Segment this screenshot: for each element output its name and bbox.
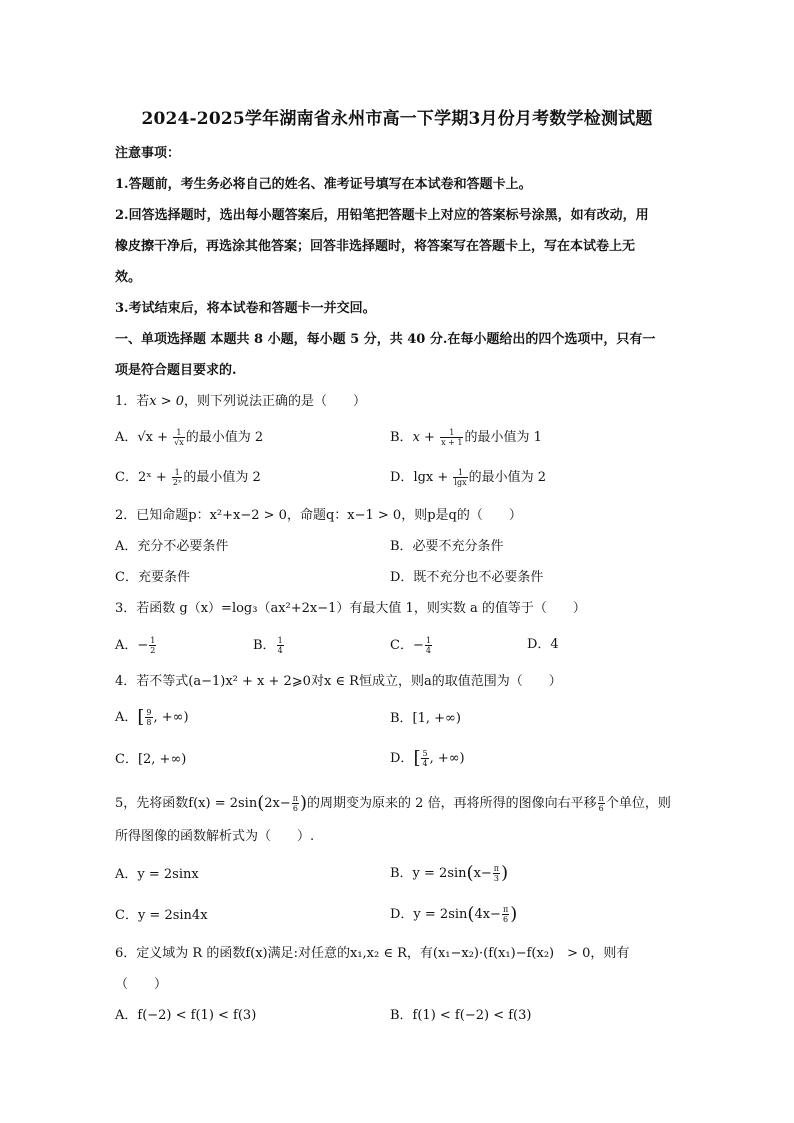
question-1-option-a: A．√x + $\frac{1}{√x}$ 的最小值为 2	[115, 428, 264, 447]
section-1-line-1: 一、单项选择题 本题共 8 小题，每小题 5 分，共 40 分.在每小题给出的四个选项中，只有一	[115, 332, 656, 347]
question-2-option-d: D．既不充分也不必要条件	[390, 570, 544, 585]
question-3-option-b: B． $\frac{1}{4}$	[253, 636, 283, 655]
question-5-option-c: C．y = 2sin4x	[115, 908, 208, 923]
question-5-option-b: B．y = 2sin(x− $\frac{\pi}{3}$ )	[390, 862, 509, 884]
question-1-option-d: D．lgx + $\frac{1}{\lg x}$ 的最小值为 2	[390, 468, 547, 487]
question-6-line-1: 6．定义域为 R 的函数f(x)满足:对任意的x₁,x₂ ∈ R，有(x₁−x₂)·(f(x₁)−f(x₂) > 0，则有	[115, 946, 630, 961]
question-4-option-b: B．[1, +∞)	[390, 711, 461, 726]
question-3-option-c: C．− $\frac{1}{4}$	[390, 636, 431, 655]
question-2-option-b: B．必要不充分条件	[390, 539, 504, 554]
section-1-line-2: 项是符合题目要求的.	[115, 363, 237, 378]
question-3-option-d: D．4	[527, 637, 559, 652]
question-1-stem: 1．若x > 0，则下列说法正确的是（ ）	[115, 394, 367, 409]
question-6-option-a: A．f(−2) < f(1) < f(3)	[115, 1008, 257, 1023]
question-4-option-d: D．[ $\frac{5}{4}$ , +∞)	[390, 747, 465, 769]
notice-item-3: 3.考试结束后，将本试卷和答题卡一并交回。	[115, 301, 376, 316]
notice-item-2-line-3: 效。	[115, 270, 142, 285]
question-2-option-c: C．充要条件	[115, 570, 190, 585]
question-2-stem: 2．已知命题p：x²+x−2 > 0，命题q：x−1 > 0，则p是q的（ ）	[115, 508, 522, 523]
notice-item-2-line-2: 橡皮擦干净后，再选涂其他答案；回答非选择题时，将答案写在答题卡上，写在本试卷上无	[115, 239, 636, 254]
question-6-line-2: （ ）	[115, 977, 168, 992]
question-4-option-a: A．[ $\frac{9}{8}$ , +∞)	[115, 706, 189, 728]
question-3-stem: 3．若函数 g（x）=log₃（ax²+2x−1）有最大值 1，则实数 a 的值等于（ ）	[115, 601, 586, 616]
question-4-stem: 4．若不等式(a−1)x² + x + 2⩾0对x ∈ R恒成立，则a的取值范围为（ ）	[115, 674, 562, 689]
question-4-option-c: C．[2, +∞)	[115, 752, 187, 767]
question-5-line-2: 所得图像的函数解析式为（ ）.	[115, 829, 315, 844]
question-2-option-a: A．充分不必要条件	[115, 539, 229, 554]
question-6-option-b: B．f(1) < f(−2) < f(3)	[390, 1008, 532, 1023]
notice-item-1: 1.答题前，考生务必将自己的姓名、准考证号填写在本试卷和答题卡上。	[115, 177, 532, 192]
question-1-option-c: C．2ˣ + $\frac{1}{\text{2ˣ}}$ 的最小值为 2	[115, 468, 261, 487]
question-5-option-d: D．y = 2sin(4x− $\frac{\pi}{6}$ )	[390, 903, 518, 925]
page-title: 2024-2025学年湖南省永州市高一下学期3月份月考数学检测试题	[141, 109, 653, 129]
notice-item-2-line-1: 2.回答选择题时，选出每小题答案后，用铅笔把答题卡上对应的答案标号涂黑，如有改动，用	[115, 208, 649, 223]
question-1-option-b: B．x + $\frac{1}{x + 1}$ 的最小值为 1	[390, 428, 542, 447]
question-3-option-a: A．− $\frac{1}{2}$	[115, 636, 156, 655]
question-5-line-1: 5，先将函数f(x) = 2sin(2x− $\frac{\pi}{6}$ )的周期变为原来的 2 倍，再将所得的图像向右平移 $\frac{\pi}{6}$ 个单位，则	[115, 792, 671, 814]
notice-heading: 注意事项：	[115, 146, 181, 161]
question-5-option-a: A．y = 2sinx	[115, 867, 199, 882]
